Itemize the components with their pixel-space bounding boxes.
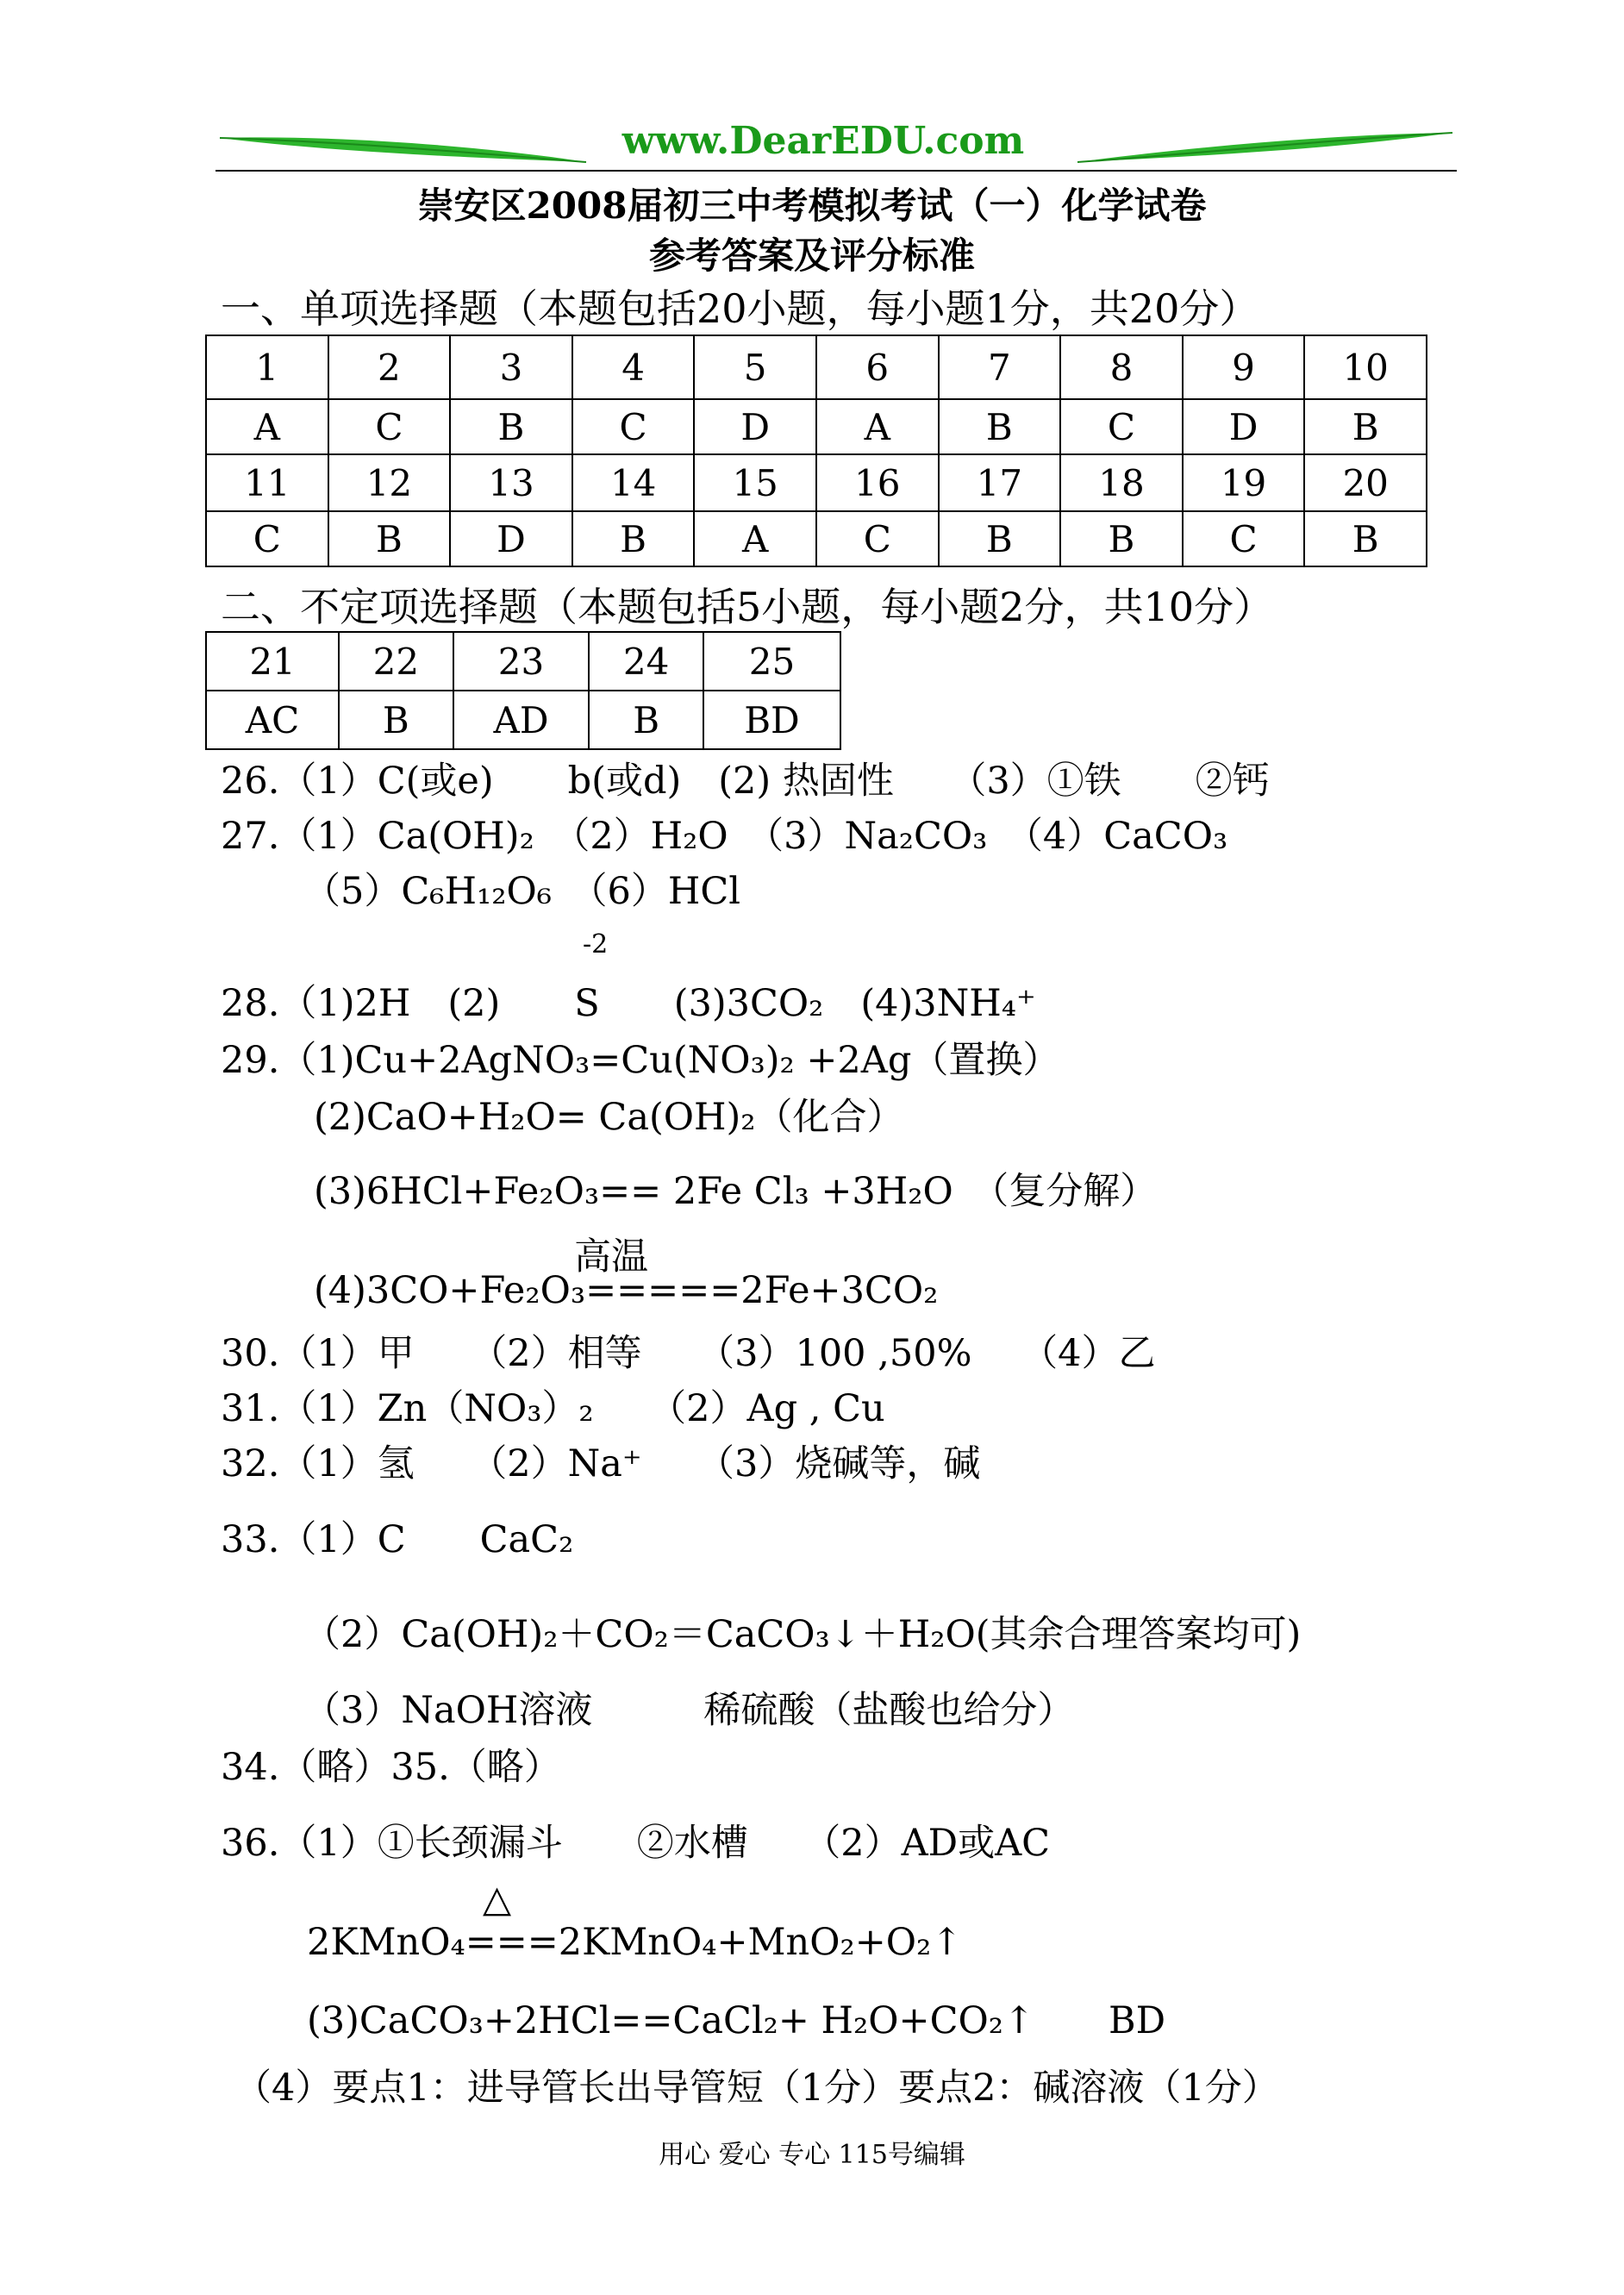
answer-27-line1: 27.（1）Ca(OH)₂ （2）H₂O （3）Na₂CO₃ （4）CaCO₃ <box>221 815 1228 858</box>
answer-cell: D <box>694 399 816 454</box>
table-row <box>206 454 1427 511</box>
answer-36-condition: △ <box>483 1878 512 1921</box>
answer-33-3: （3）NaOH溶液 稀硫酸（盐酸也给分） <box>303 1689 1075 1732</box>
answer-cell: A <box>206 399 328 454</box>
answer-cell: B <box>939 399 1061 454</box>
answer-28: 28.（1)2H (2) S (3)3CO₂ (4)3NH₄⁺ <box>221 982 1036 1025</box>
question-number-cell: 20 <box>1304 454 1427 511</box>
answer-29-4-condition: 高温 <box>574 1235 648 1279</box>
section1-answer-table <box>205 335 1427 567</box>
table-row <box>206 399 1427 454</box>
answer-cell: C <box>206 511 328 566</box>
dearedu-logo <box>215 119 1457 171</box>
table-row <box>206 691 840 749</box>
page-footer: 用心 爱心 专心 115号编辑 <box>659 2140 965 2170</box>
answer-cell: B <box>1304 511 1427 566</box>
question-number-cell: 14 <box>572 454 695 511</box>
question-number-cell: 8 <box>1060 335 1183 399</box>
answer-cell: B <box>328 511 451 566</box>
question-number-cell: 21 <box>206 632 339 691</box>
answer-29-2: (2)CaO+H₂O= Ca(OH)₂（化合） <box>314 1096 904 1139</box>
answer-cell: B <box>450 399 572 454</box>
question-number-cell: 10 <box>1304 335 1427 399</box>
question-number-cell: 19 <box>1183 454 1305 511</box>
question-number-cell: 13 <box>450 454 572 511</box>
question-number-cell: 17 <box>939 454 1061 511</box>
answer-cell: B <box>1304 399 1427 454</box>
answer-cell: B <box>1060 511 1183 566</box>
question-number-cell: 1 <box>206 335 328 399</box>
question-number-cell: 2 <box>328 335 451 399</box>
question-number-cell: 6 <box>816 335 939 399</box>
right-swoosh-inner <box>1077 133 1452 162</box>
answer-cell: AC <box>206 691 339 749</box>
answer-cell: A <box>694 511 816 566</box>
question-number-cell: 25 <box>703 632 840 691</box>
question-number-cell: 7 <box>939 335 1061 399</box>
answer-36-4: （4）要点1：进导管长出导管短（1分）要点2：碱溶液（1分） <box>234 2067 1279 2110</box>
answer-cell: B <box>339 691 453 749</box>
answer-33-2: （2）Ca(OH)₂＋CO₂＝CaCO₃↓＋H₂O(其余合理答案均可) <box>303 1613 1302 1656</box>
table-row <box>206 335 1427 399</box>
question-number-cell: 23 <box>453 632 590 691</box>
table-row <box>206 632 840 691</box>
answer-cell: B <box>589 691 703 749</box>
question-number-cell: 24 <box>589 632 703 691</box>
answer-34-35: 34.（略）35.（略） <box>221 1746 561 1789</box>
question-number-cell: 5 <box>694 335 816 399</box>
answer-cell: C <box>328 399 451 454</box>
answer-32: 32.（1）氢 （2）Na⁺ （3）烧碱等，碱 <box>221 1442 981 1485</box>
answer-cell: D <box>450 511 572 566</box>
section1-heading: 一、单项选择题（本题包括20小题，每小题1分，共20分） <box>221 285 1259 332</box>
logo-text: www.DearEDU.com <box>621 119 1025 163</box>
question-number-cell: 16 <box>816 454 939 511</box>
answer-36-1: 36.（1）①长颈漏斗 ②水槽 （2）AD或AC <box>221 1822 1051 1865</box>
answer-27-line2: （5）C₆H₁₂O₆ （6）HCl <box>303 870 740 913</box>
question-number-cell: 9 <box>1183 335 1305 399</box>
question-number-cell: 3 <box>450 335 572 399</box>
question-number-cell: 11 <box>206 454 328 511</box>
table-row <box>206 511 1427 566</box>
page-title: 崇安区2008届初三中考模拟考试（一）化学试卷 <box>417 184 1207 227</box>
answer-cell: B <box>939 511 1061 566</box>
answer-cell: C <box>1183 511 1305 566</box>
answer-29-1: 29.（1)Cu+2AgNO₃=Cu(NO₃)₂ +2Ag（置换） <box>221 1039 1060 1082</box>
question-number-cell: 4 <box>572 335 695 399</box>
answer-cell: A <box>816 399 939 454</box>
answer-36-2: 2KMnO₄===2KMnO₄+MnO₂+O₂↑ <box>307 1921 963 1964</box>
section2-heading: 二、不定项选择题（本题包括5小题，每小题2分，共10分） <box>221 584 1274 630</box>
answer-26: 26.（1）C(或e) b(或d) (2) 热固性 （3）①铁 ②钙 <box>221 760 1270 803</box>
answer-cell: C <box>1060 399 1183 454</box>
answer-cell: C <box>816 511 939 566</box>
question-number-cell: 15 <box>694 454 816 511</box>
answer-28-valence: -2 <box>583 929 609 960</box>
answer-29-3: (3)6HCl+Fe₂O₃== 2Fe Cl₃ +3H₂O （复分解） <box>314 1170 1158 1213</box>
page-subtitle: 参考答案及评分标准 <box>648 235 975 277</box>
answer-33-1: 33.（1）C CaC₂ <box>221 1518 574 1561</box>
answer-30: 30.（1）甲 （2）相等 （3）100 ,50% （4）乙 <box>221 1332 1156 1375</box>
answer-cell: AD <box>453 691 590 749</box>
answer-31: 31.（1）Zn（NO₃）₂ （2）Ag , Cu <box>221 1387 885 1430</box>
question-number-cell: 22 <box>339 632 453 691</box>
header-rule <box>215 170 1457 172</box>
answer-cell: D <box>1183 399 1305 454</box>
answer-36-3: (3)CaCO₃+2HCl==CaCl₂+ H₂O+CO₂↑ BD <box>307 1999 1166 2042</box>
answer-29-4: (4)3CO+Fe₂O₃=====2Fe+3CO₂ <box>314 1269 939 1312</box>
answer-cell: B <box>572 511 695 566</box>
question-number-cell: 12 <box>328 454 451 511</box>
answer-cell: BD <box>703 691 840 749</box>
section2-answer-table <box>205 631 841 750</box>
question-number-cell: 18 <box>1060 454 1183 511</box>
answer-cell: C <box>572 399 695 454</box>
